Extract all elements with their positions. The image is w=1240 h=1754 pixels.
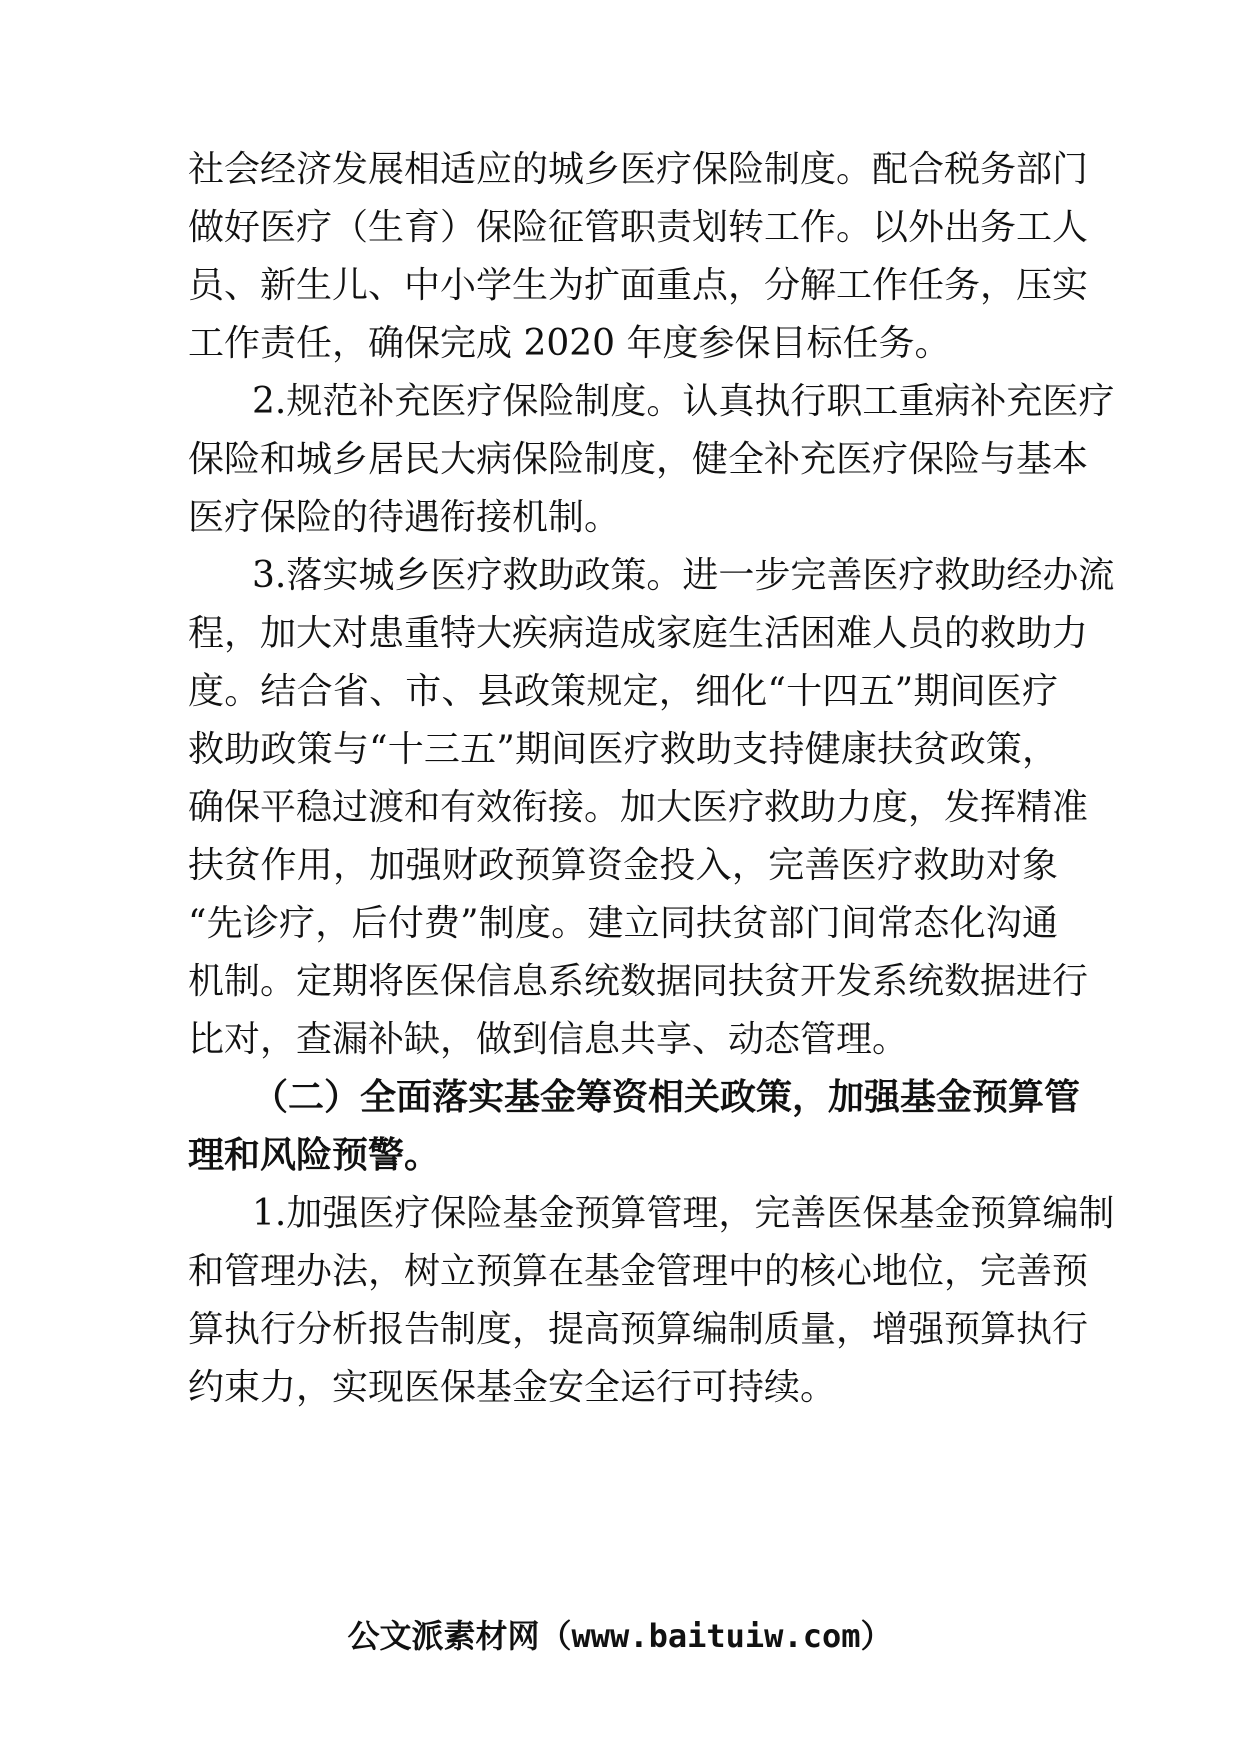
body-text-line: 算执行分析报告制度，提高预算编制质量，增强预算执行 [188, 1309, 1089, 1350]
footer-watermark [0, 1614, 1240, 1658]
body-text-line: 比对，查漏补缺，做到信息共享、动态管理。 [188, 1019, 909, 1060]
body-text-line: 约束力，实现医保基金安全运行可持续。 [188, 1367, 837, 1408]
footer-site-name: 公文派素材网 [347, 1617, 540, 1655]
body-text-line: 保险和城乡居民大病保险制度，健全补充医疗保险与基本 [188, 439, 1089, 480]
body-text-line: 程，加大对患重特大疾病造成家庭生活困难人员的救助力 [188, 613, 1089, 654]
numbered-item-heading: 2.规范补充医疗保险制度。认真执行职工重病补充医疗 [252, 381, 1115, 422]
body-text-line: “先诊疗，后付费”制度。建立同扶贫部门间常态化沟通 [188, 903, 1058, 944]
section-heading: （二）全面落实基金筹资相关政策，加强基金预算管 [252, 1077, 1081, 1118]
body-text-line: 社会经济发展相适应的城乡医疗保险制度。配合税务部门 [188, 149, 1089, 190]
footer-url: （www.baituiw.com） [539, 1617, 893, 1655]
body-text-line: 确保平稳过渡和有效衔接。加大医疗救助力度，发挥精准 [188, 787, 1089, 828]
body-text-line: 员、新生儿、中小学生为扩面重点，分解工作任务，压实 [188, 265, 1089, 306]
body-text-line: 扶贫作用，加强财政预算资金投入，完善医疗救助对象 [188, 845, 1058, 886]
section-heading: 理和风险预警。 [188, 1135, 441, 1176]
body-text-line: 救助政策与“十三五”期间医疗救助支持健康扶贫政策， [188, 729, 1058, 770]
body-text-line: 度。结合省、市、县政策规定，细化“十四五”期间医疗 [188, 671, 1058, 712]
body-text-line: 医疗保险的待遇衔接机制。 [188, 497, 621, 538]
body-text-line: 机制。定期将医保信息系统数据同扶贫开发系统数据进行 [188, 961, 1089, 1002]
body-text-line: 做好医疗（生育）保险征管职责划转工作。以外出务工人 [188, 207, 1089, 248]
numbered-item-heading: 3.落实城乡医疗救助政策。进一步完善医疗救助经办流 [252, 555, 1115, 596]
numbered-item-heading: 1.加强医疗保险基金预算管理，完善医保基金预算编制 [252, 1193, 1115, 1234]
body-text-line: 和管理办法，树立预算在基金管理中的核心地位，完善预 [188, 1251, 1089, 1292]
body-text-line: 工作责任，确保完成 2020 年度参保目标任务。 [188, 323, 951, 364]
